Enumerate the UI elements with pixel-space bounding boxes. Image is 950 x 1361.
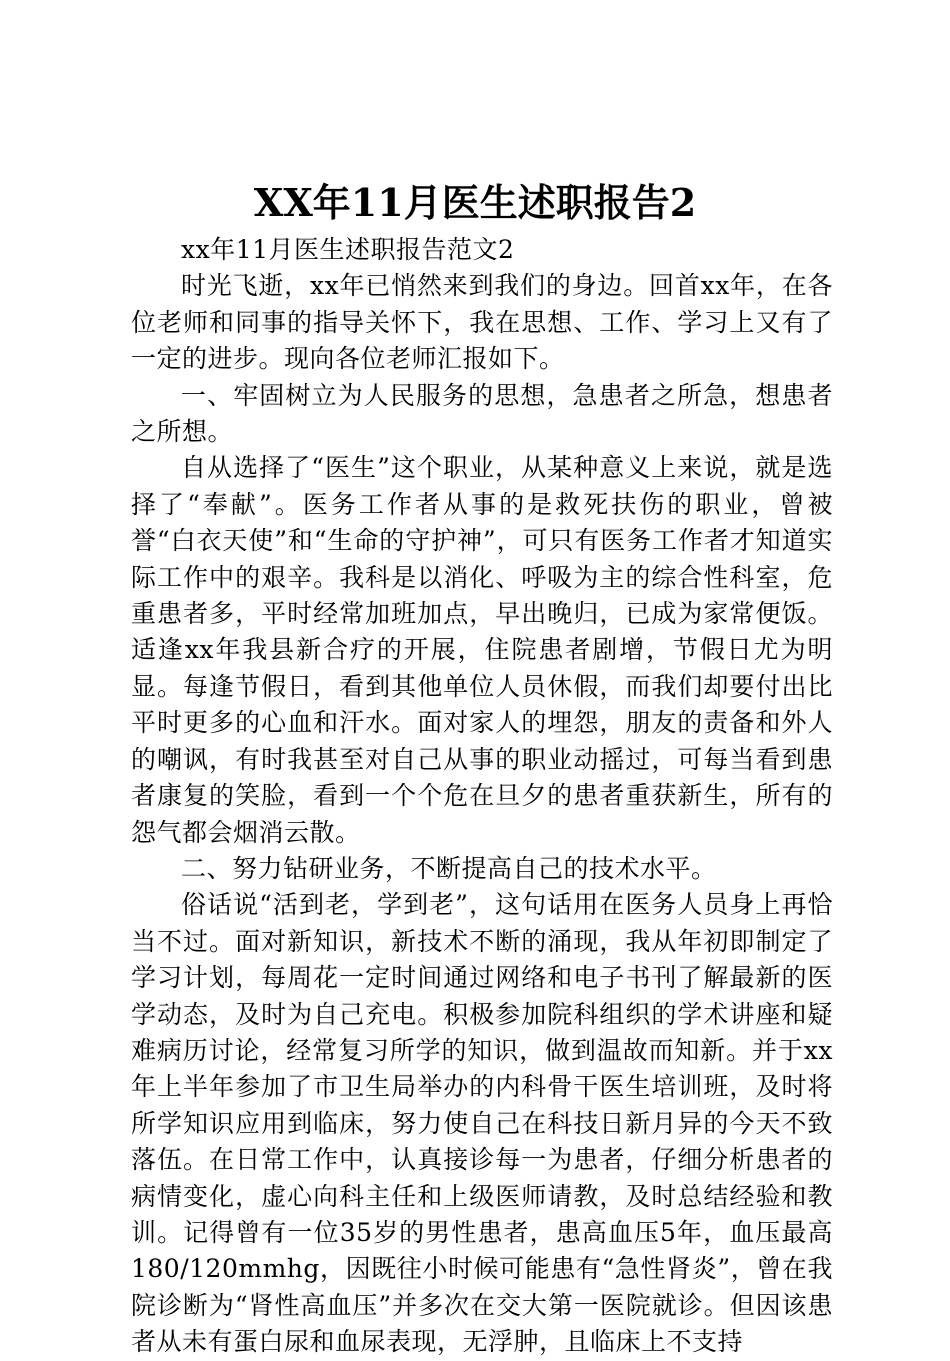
subtitle-paragraph: xx年11月医生述职报告范文2 [181, 235, 515, 264]
section-heading-2: 二、努力钻研业务，不断提高自己的技术水平。 [181, 853, 717, 883]
body-paragraph-1: 自从选择了“医生”这个职业，从某种意义上来说，就是选择了“奉献”。医务工作者从事的是救死扶伤的职业，曾被誉“白衣天使”和“生命的守护神”，可只有医务工作者才知道实际工作中的艰辛。我科是以消化、呼吸为主的综合性科室，危重患者多，平时经常加班加点，早出晚归，已成为家常便饭。适逢xx年我县新合疗的开展，住院患者剧增，节假日尤为明显。每逢节假日，看到其他单位人员休假，而我们却要付出比平时更多的心血和汗水。面对家人的埋怨，朋友的责备和外人的嘲讽，有时我甚至对自己从事的职业动摇过，可每当看到患者康复的笑脸，看到一个个危在旦夕的患者重获新生，所有的怨气都会烟消云散。 [131, 453, 833, 847]
section-heading-1: 一、牢固树立为人民服务的思想，急患者之所急，想患者之所想。 [131, 380, 833, 447]
body-paragraph-2: 俗话说“活到老，学到老”，这句话用在医务人员身上再恰当不过。面对新知识，新技术不断的涌现，我从年初即制定了学习计划，每周花一定时间通过网络和电子书刊了解最新的医学动态，及时为自己充电。积极参加院科组织的学术讲座和疑难病历讨论，经常复习所学的知识，做到温故而知新。并于xx年上半年参加了市卫生局举办的内科骨干医生培训班，及时将所学知识应用到临床，努力使自己在科技日新月异的今天不致落伍。在日常工作中，认真接诊每一为患者，仔细分析患者的病情变化，虚心向科主任和上级医师请教，及时总结经验和教训。记得曾有一位35岁的男性患者，患高血压5年，血压最高180/120mmhg，因既往小时候可能患有“急性肾炎”，曾在我院诊断为“肾性高血压”并多次在交大第一医院就诊。但因该患者从未有蛋白尿和血尿表现，无浮肿，且临床上不支持 [131, 890, 833, 1357]
document-body [131, 232, 833, 1361]
document-title: XX年11月医生述职报告2 [253, 180, 697, 225]
intro-paragraph: 时光飞逝，xx年已悄然来到我们的身边。回首xx年，在各位老师和同事的指导关怀下，我在思想、工作、学习上又有了一定的进步。现向各位老师汇报如下。 [131, 271, 833, 374]
